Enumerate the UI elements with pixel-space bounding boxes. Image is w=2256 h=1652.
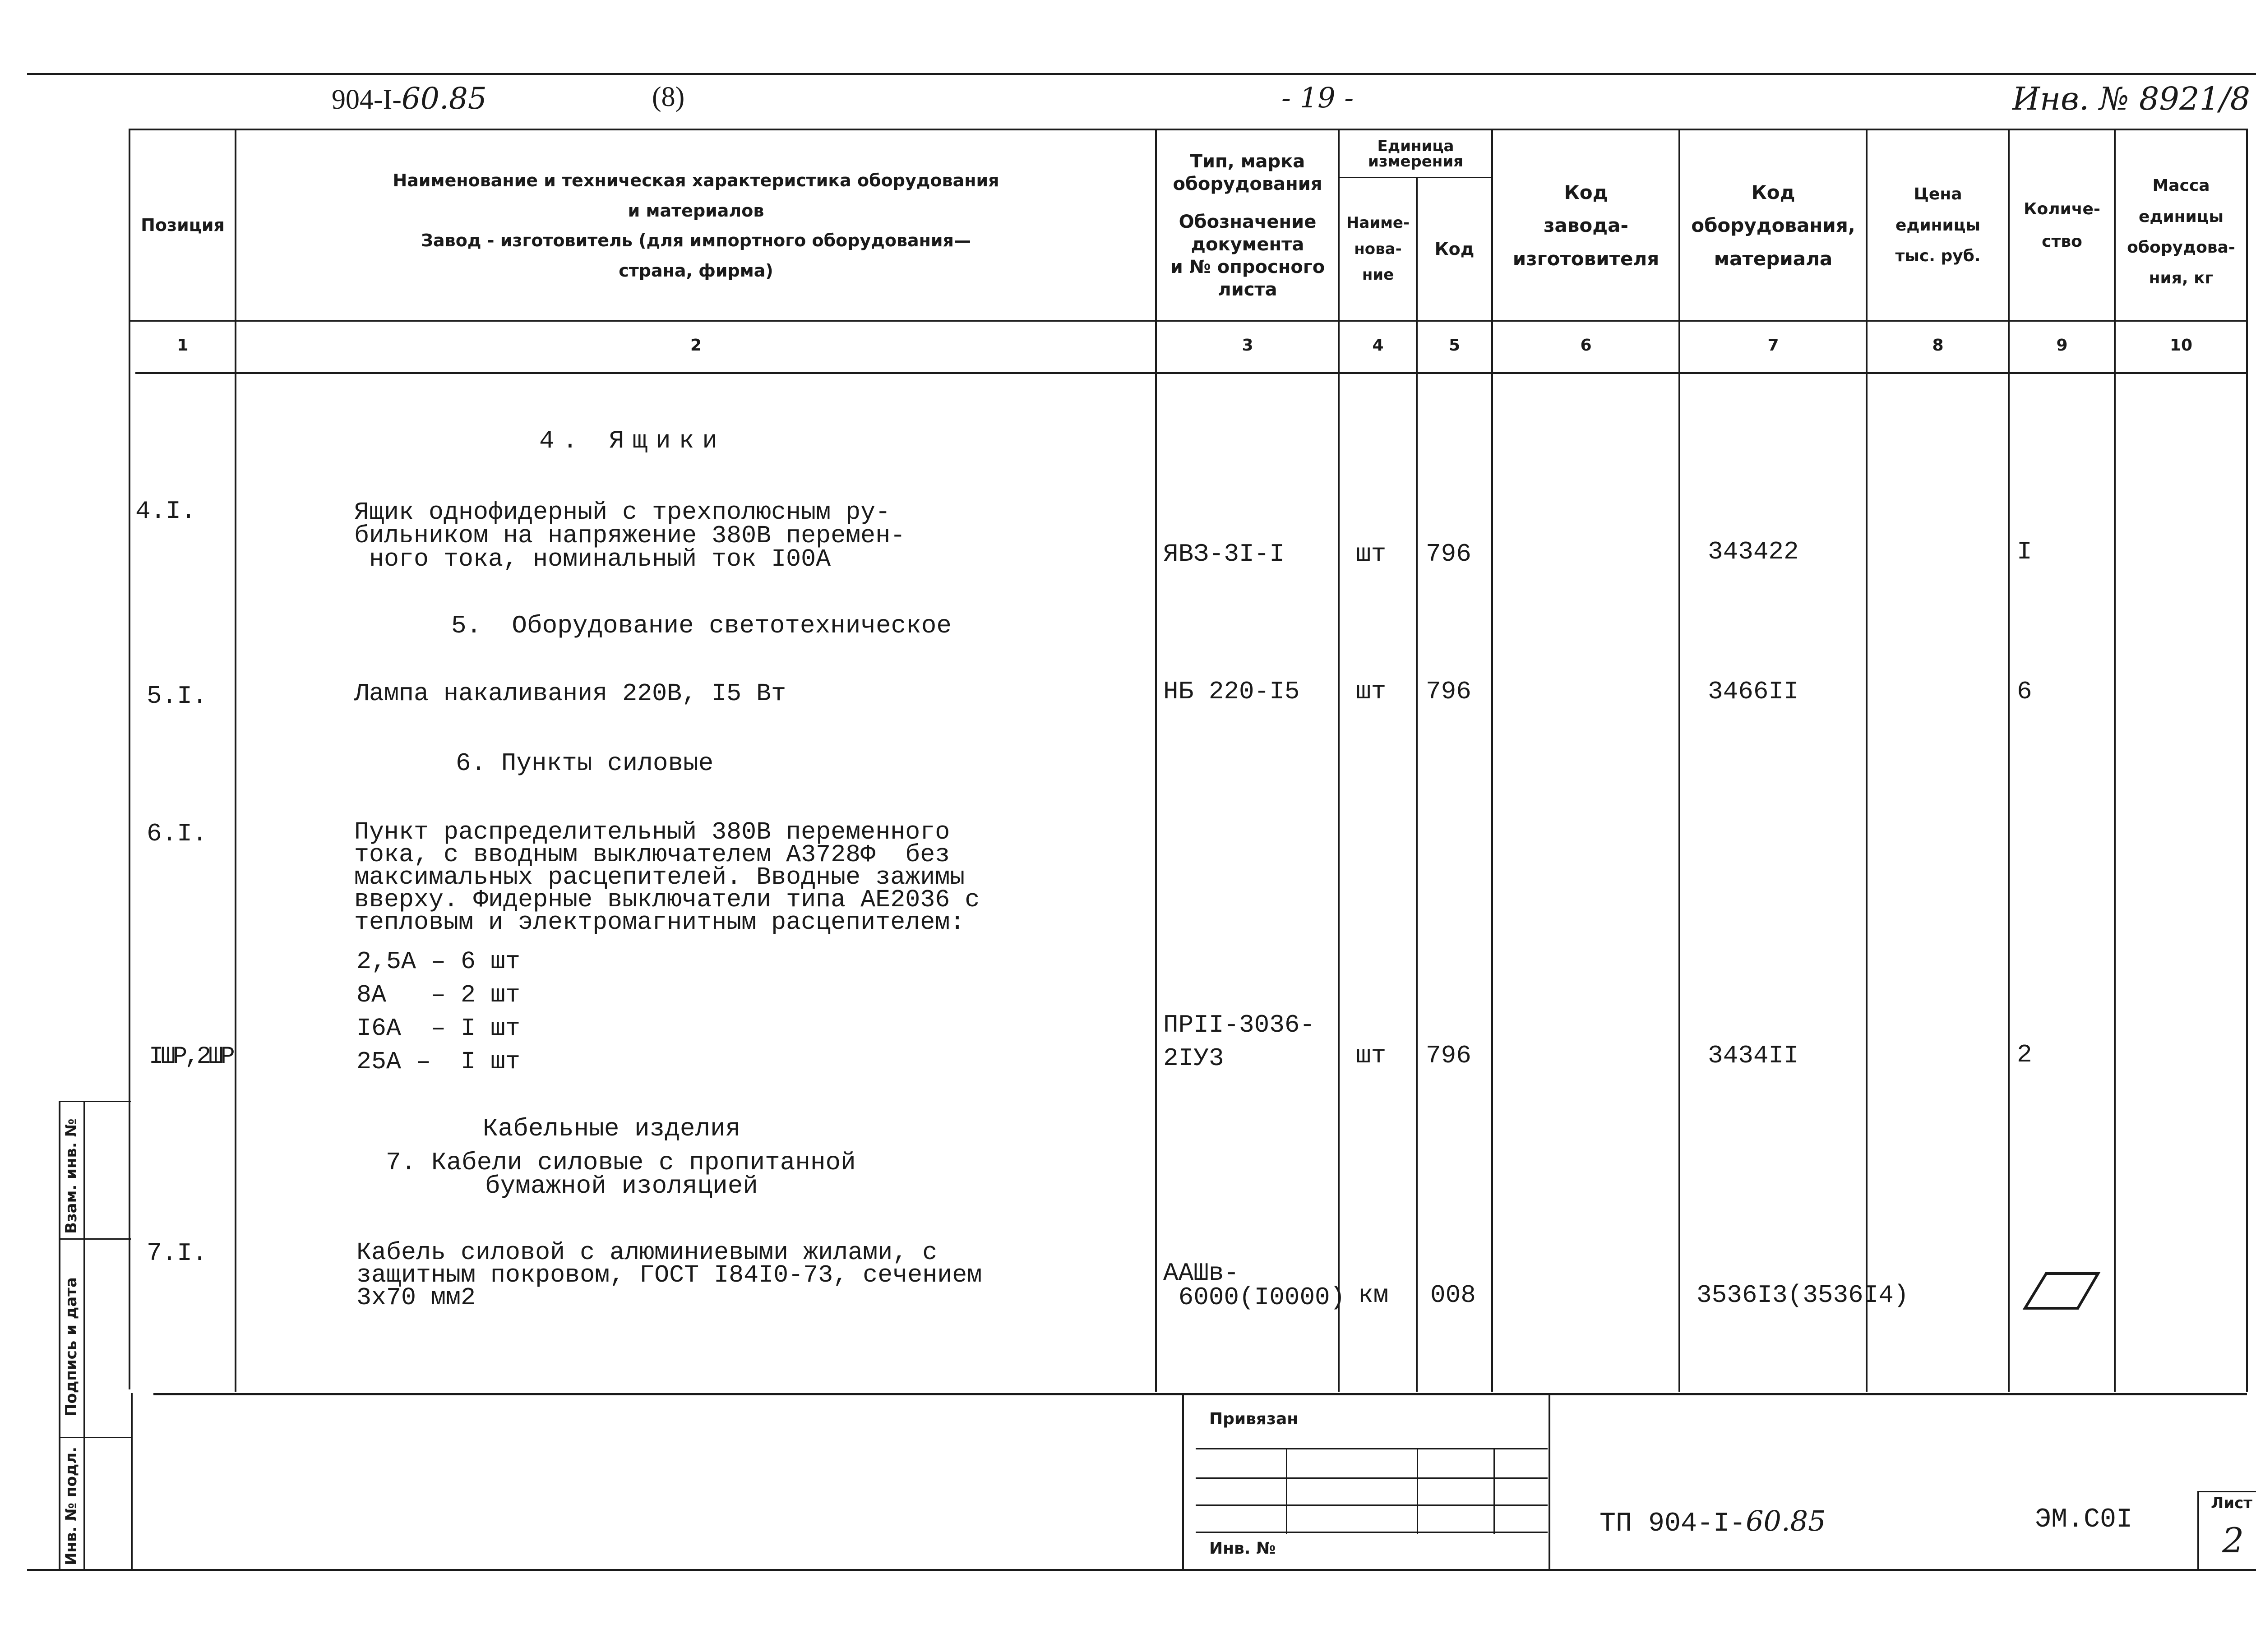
header-name: Наименование и техническая характеристика оборудования и материалов Завод - изготовитель (для импортного оборудования— страна, фирма) <box>393 171 999 281</box>
row-6-1-breaker-list: 2,5А – 6 шт 8А – 2 шт I6А – I шт 25А – I шт <box>356 947 521 1076</box>
col-number-3: 3 <box>1242 336 1253 355</box>
col-number-4: 4 <box>1372 336 1384 355</box>
header-unit-name: Наиме- нова- ние <box>1346 213 1410 284</box>
inventory-mark: Инв. № 8921/8 <box>2012 80 2251 117</box>
sheet-box-top <box>2197 1491 2256 1492</box>
stamp-grid-line-1 <box>1196 1448 1548 1449</box>
section-6-heading: 6. Пункты силовые <box>456 749 714 778</box>
sheet-box-left <box>2197 1491 2199 1570</box>
quantity-parallelogram-mark <box>2021 1270 2103 1313</box>
row-5-1-quantity: 6 <box>2017 677 2032 706</box>
side-strip-top <box>59 1101 131 1102</box>
bottom-rule <box>27 1569 2256 1571</box>
stamp-grid-v1 <box>1286 1448 1287 1534</box>
header-bottom-line <box>129 320 2247 322</box>
header-price: Цена единицы тыс. руб. <box>1895 185 1981 266</box>
row-4-1-description: Ящик однофидерный с трехполюсным ру- бильником на напряжение 380В перемен- ного тока, номинальный ток I00А <box>354 498 906 573</box>
col-line-9 <box>2114 129 2116 1392</box>
header-unit-code: Код <box>1434 239 1475 259</box>
col-number-6: 6 <box>1580 336 1592 355</box>
side-strip-mid <box>83 1101 85 1570</box>
col-number-2: 2 <box>690 336 702 355</box>
row-7-1-type: ААШв- 6000(I0000) <box>1163 1259 1345 1312</box>
stamp-grid-v3 <box>1493 1448 1495 1534</box>
col-line-0 <box>129 129 130 1389</box>
stamp-grid-line-3 <box>1196 1504 1548 1506</box>
page-mark: - 19 - <box>1281 81 1354 114</box>
side-strip-left <box>59 1101 60 1570</box>
row-4-1-equipment-code: 343422 <box>1708 537 1799 566</box>
side-strip-sep-2 <box>59 1437 131 1438</box>
col-line-2 <box>1155 129 1157 1392</box>
header-quantity: Количе- ство <box>2024 200 2100 251</box>
stamp-document-code: ТП 904-I-60.85 <box>1600 1504 1826 1539</box>
stamp-grid-v2 <box>1417 1448 1418 1534</box>
row-6-1-position: 6.I. <box>147 819 208 848</box>
col-number-8: 8 <box>1932 336 1944 355</box>
row-6-1-unit: шт <box>1356 1041 1387 1070</box>
doc-code: 904-I-60.85 <box>332 81 487 116</box>
stamp-inv-label: Инв. № <box>1209 1539 1276 1558</box>
col-line-6 <box>1678 129 1680 1392</box>
side-signature-date: Подпись и дата <box>62 1277 80 1417</box>
table-top-border <box>129 129 2247 130</box>
row-7-1-unit: км <box>1358 1281 1389 1310</box>
row-5-1-unit: шт <box>1356 677 1387 706</box>
section-7-heading-b: 7. Кабели силовые с пропитанной <box>386 1148 856 1177</box>
row-6-1-quantity: 2 <box>2017 1040 2032 1069</box>
col-line-8 <box>2008 129 2010 1392</box>
col-line-3 <box>1338 129 1340 1392</box>
section-7-heading-a: Кабельные изделия <box>483 1114 741 1143</box>
unit-group-line <box>1338 177 1491 178</box>
header-type: Тип, марка оборудования Обозначение документа и № опросного листа <box>1170 151 1325 300</box>
sheet-label: Лист <box>2211 1494 2252 1512</box>
sheet-number: 2 <box>2222 1520 2244 1560</box>
row-4-1-unit: шт <box>1356 540 1387 568</box>
col-line-5 <box>1491 129 1493 1392</box>
body-bottom-line <box>153 1393 2247 1395</box>
row-4-1-unit-code: 796 <box>1426 540 1471 568</box>
doc-number: (8) <box>652 82 685 112</box>
col-line-7 <box>1866 129 1868 1392</box>
header-position: Позиция <box>141 215 225 235</box>
col-line-4 <box>1416 177 1418 1392</box>
col-number-7: 7 <box>1767 336 1779 355</box>
row-4-1-position: 4.I. <box>135 497 196 526</box>
row-6-1-description: Пункт распределительный 380В переменного тока, с вводным выключателем А3728Ф без максимальных расцепителей. Вводные зажимы вверху. Фидерные выключатели типа АЕ2036 с тепловым и электромагнитным расцепителем: <box>354 818 980 937</box>
header-mass: Масса единицы оборудова- ния, кг <box>2127 176 2235 288</box>
section-5-heading: 5. Оборудование светотехническое <box>451 611 952 640</box>
header-unit-group: Единица измерения <box>1368 137 1463 171</box>
section-7-heading-c: бумажной изоляцией <box>485 1172 758 1200</box>
side-replacement-inventory: Взам. инв. № <box>62 1118 80 1234</box>
stamp-grid-line-2 <box>1196 1477 1548 1479</box>
row-7-1-unit-code: 008 <box>1430 1281 1476 1310</box>
col-line-10 <box>2246 129 2248 1392</box>
row-4-1-quantity: I <box>2017 537 2032 566</box>
row-6-1-type: ПРII-3036- 2IУ3 <box>1163 1011 1315 1073</box>
stamp-grid-line-4 <box>1196 1532 1548 1533</box>
col-number-9: 9 <box>2056 336 2068 355</box>
header-equipment-code: Код оборудования, материала <box>1691 181 1855 270</box>
col-line-1 <box>235 129 236 1392</box>
row-5-1-unit-code: 796 <box>1426 677 1471 706</box>
stamp-mark: ЭМ.С0I <box>2035 1504 2133 1535</box>
column-number-line <box>135 372 2247 374</box>
row-7-1-equipment-code: 3536I3(3536I4) <box>1697 1281 1909 1310</box>
header-plant-code: Код завода- изготовителя <box>1512 181 1660 270</box>
stamp-bound-left <box>1182 1393 1184 1570</box>
stamp-bound-label: Привязан <box>1209 1410 1299 1428</box>
stamp-bound-right <box>1549 1393 1550 1570</box>
col-number-10: 10 <box>2169 336 2193 355</box>
top-rule <box>27 73 2256 75</box>
stamp-left-border <box>131 1393 133 1570</box>
side-strip-sep-1 <box>59 1238 131 1240</box>
row-5-1-position: 5.I. <box>147 682 208 711</box>
row-4-1-type: ЯВЗ-3I-I <box>1163 540 1285 568</box>
row-5-1-description: Лампа накаливания 220В, I5 Вт <box>354 679 786 708</box>
row-7-1-description: Кабель силовой с алюминиевыми жилами, с защитным покровом, ГОСТ I84I0-73, сечением 3х70 мм2 <box>356 1238 982 1312</box>
row-6-1-unit-code: 796 <box>1426 1041 1471 1070</box>
row-5-1-equipment-code: 3466II <box>1708 677 1799 706</box>
row-6-1-equipment-code: 3434II <box>1708 1041 1799 1070</box>
col-number-5: 5 <box>1448 336 1461 355</box>
row-7-1-position: 7.I. <box>147 1239 208 1268</box>
side-inventory-original: Инв. № подл. <box>62 1446 80 1565</box>
row-5-1-type: НБ 220-I5 <box>1163 677 1300 706</box>
row-6-1-position-2: IШР,2ШР <box>149 1043 232 1071</box>
col-number-1: 1 <box>177 336 189 355</box>
section-4-heading: 4. Ящики <box>539 426 726 455</box>
